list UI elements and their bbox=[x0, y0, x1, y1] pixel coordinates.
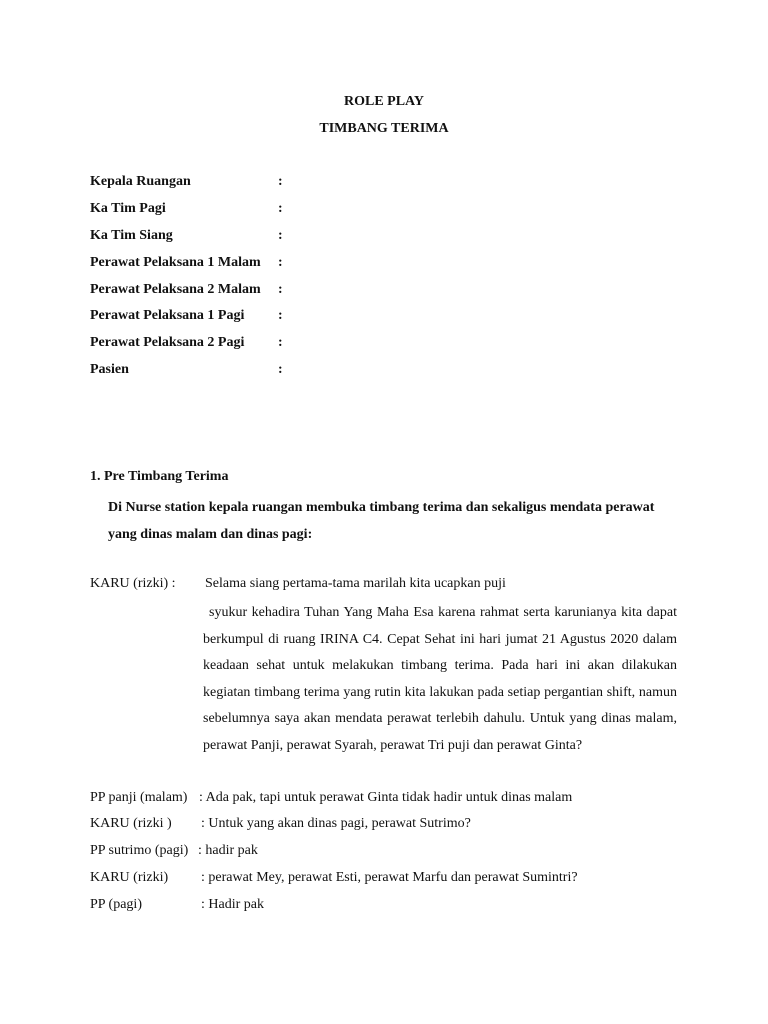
dialogue-speaker: PP sutrimo (pagi) bbox=[90, 843, 189, 858]
dialogue-speaker: PP panji (malam) bbox=[90, 790, 188, 805]
document-title: ROLE PLAY bbox=[343, 94, 424, 109]
field-label: Ka Tim Siang bbox=[90, 228, 173, 243]
field-colon: : bbox=[278, 308, 283, 323]
field-label: Perawat Pelaksana 1 Pagi bbox=[90, 308, 245, 323]
field-label: Kepala Ruangan bbox=[90, 174, 191, 189]
field-colon: : bbox=[278, 255, 283, 270]
dialogue-text: : perawat Mey, perawat Esti, perawat Marfu dan perawat Sumintri? bbox=[201, 870, 578, 885]
field-label: Pasien bbox=[90, 362, 129, 377]
document-subtitle: TIMBANG TERIMA bbox=[319, 121, 449, 136]
field-colon: : bbox=[278, 335, 283, 350]
field-label: Perawat Pelaksana 2 Malam bbox=[90, 282, 261, 297]
field-colon: : bbox=[278, 362, 283, 377]
dialogue-text: : Ada pak, tapi untuk perawat Ginta tidak hadir untuk dinas malam bbox=[199, 790, 573, 805]
dialogue-speaker: PP (pagi) bbox=[90, 897, 142, 912]
section-title: 1. Pre Timbang Terima bbox=[90, 469, 229, 484]
dialogue-first-line: Selama siang pertama-tama marilah kita ucapkan puji bbox=[205, 576, 506, 591]
field-colon: : bbox=[278, 282, 283, 297]
dialogue-text: : Untuk yang akan dinas pagi, perawat Sutrimo? bbox=[201, 816, 471, 831]
dialogue-speaker: KARU (rizki) bbox=[90, 870, 169, 885]
intro-paragraph: Di Nurse station kepala ruangan membuka timbang terima dan sekaligus mendata perawat yang dinas malam dan dinas pagi: bbox=[108, 500, 655, 542]
dialogue-speaker: KARU (rizki ) bbox=[90, 816, 172, 831]
dialogue-paragraph: syukur kehadira Tuhan Yang Maha Esa karena rahmat serta karunianya kita dapat berkumpul di ruang IRINA C4. Cepat Sehat ini hari jumat 21 Agustus 2020 dalam keadaan sehat untuk melakukan timbang terima. Pada hari ini akan dilakukan kegiatan timbang terima yang rutin kita lakukan pada setiap pergantian shift, namun sebelumnya saya akan mendata perawat terlebih dahulu. Untuk yang dinas malam, perawat Panji, perawat Syarah, perawat Tri puji dan perawat Ginta? bbox=[203, 605, 677, 753]
field-label: Perawat Pelaksana 1 Malam bbox=[90, 255, 261, 270]
field-colon: : bbox=[278, 201, 283, 216]
field-label: Ka Tim Pagi bbox=[90, 201, 166, 216]
dialogue-text: : hadir pak bbox=[198, 843, 258, 858]
dialogue-text: : Hadir pak bbox=[201, 897, 264, 912]
dialogue-speaker: KARU (rizki) : bbox=[90, 576, 176, 591]
field-colon: : bbox=[278, 174, 283, 189]
field-label: Perawat Pelaksana 2 Pagi bbox=[90, 335, 245, 350]
field-colon: : bbox=[278, 228, 283, 243]
